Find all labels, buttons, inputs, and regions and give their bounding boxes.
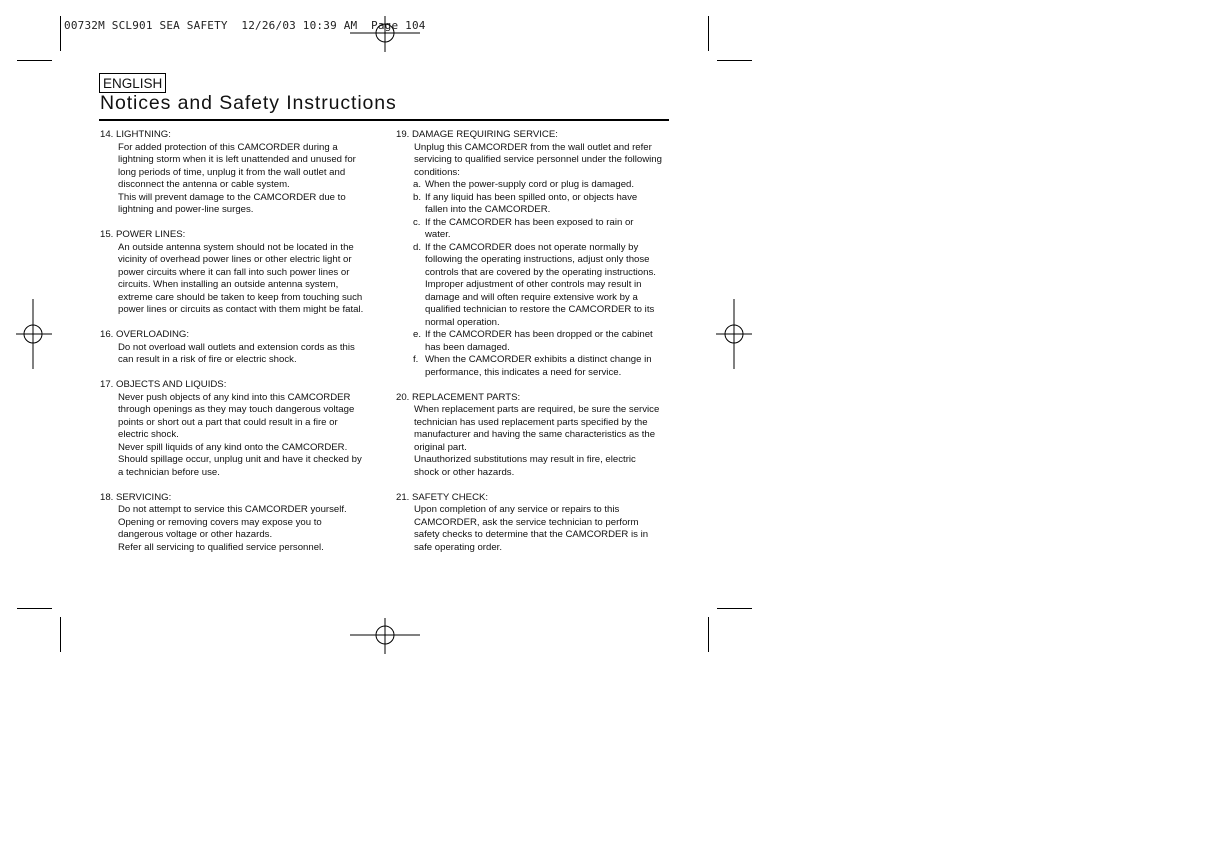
text-line: power circuits where it can fall into such power lines or <box>118 266 350 278</box>
section-heading: 17. OBJECTS AND LIQUIDS: <box>100 379 227 390</box>
text-line: conditions: <box>414 166 460 178</box>
text-line: For added protection of this CAMCORDER during a <box>118 141 338 153</box>
text-line: electric shock. <box>118 429 179 440</box>
right-column <box>396 129 670 567</box>
text-line: a technician before use. <box>118 466 220 478</box>
registration-mark-top-icon <box>350 16 420 52</box>
text-line: controls that are covered by the operating instructions. <box>425 266 656 278</box>
list-label: e. <box>413 329 422 340</box>
text-line: lightning storm when it is left unattended and unused for <box>118 154 356 165</box>
list-item-c <box>396 217 670 242</box>
text-line: If the CAMCORDER does not operate normally by <box>425 241 639 253</box>
section-replacement-parts <box>396 392 670 480</box>
language-label: ENGLISH <box>99 73 166 93</box>
crop-mark-tl-v <box>60 16 61 51</box>
registration-mark-left-icon <box>16 299 52 369</box>
section-heading: 14. LIGHTNING: <box>100 129 171 140</box>
list-label: c. <box>413 216 421 228</box>
text-line: Unplug this CAMCORDER from the wall outlet and refer <box>414 141 652 153</box>
text-line: When replacement parts are required, be sure the service <box>414 404 660 415</box>
text-line: If any liquid has been spilled onto, or objects have <box>425 191 638 203</box>
text-line: dangerous voltage or other hazards. <box>118 529 273 540</box>
text-line: qualified technician to restore the CAMCORDER to its <box>425 304 655 315</box>
text-line: manufacturer and having the same characteristics as the <box>414 429 656 440</box>
text-line: vicinity of overhead power lines or other electric light or <box>118 254 352 265</box>
list-label: d. <box>413 241 422 253</box>
text-line: Never spill liquids of any kind onto the CAMCORDER. <box>118 441 348 453</box>
crop-mark-br-h <box>717 608 752 609</box>
list-item-f <box>396 354 670 379</box>
text-line: points or short out a part that could result in a fire or <box>118 416 338 428</box>
text-line: If the CAMCORDER has been exposed to rain or <box>425 216 634 228</box>
list-label: a. <box>413 179 422 190</box>
section-overloading <box>100 329 372 367</box>
crop-mark-bl-v <box>60 617 61 652</box>
list-item-d <box>396 242 670 330</box>
print-slug: 00732M SCL901 SEA SAFETY 12/26/03 10:39 AM Page 104 <box>64 19 426 32</box>
text-line: water. <box>425 229 451 240</box>
text-line: disconnect the antenna or cable system. <box>118 179 290 190</box>
text-line: performance, this indicates a need for service. <box>425 366 622 378</box>
text-line: extreme care should be taken to keep from touching such <box>118 291 363 303</box>
text-line: circuits. When installing an outside antenna system, <box>118 279 339 290</box>
text-line: fallen into the CAMCORDER. <box>425 204 551 215</box>
text-line: Opening or removing covers may expose you to <box>118 516 322 528</box>
text-line: Do not overload wall outlets and extension cords as this <box>118 341 355 353</box>
left-column <box>100 129 372 567</box>
text-line: safety checks to determine that the CAMCORDER is in <box>414 529 649 540</box>
title-rule <box>99 119 669 121</box>
section-servicing <box>100 492 372 555</box>
text-line: Upon completion of any service or repairs to this <box>414 504 620 515</box>
text-line: Never push objects of any kind into this CAMCORDER <box>118 391 351 403</box>
section-heading: 19. DAMAGE REQUIRING SERVICE: <box>396 129 558 140</box>
text-line: Should spillage occur, unplug unit and have it checked by <box>118 454 362 465</box>
text-line: safe operating order. <box>414 541 503 553</box>
crop-mark-tl-h <box>17 60 52 61</box>
section-heading: 15. POWER LINES: <box>100 229 186 240</box>
text-line: lightning and power-line surges. <box>118 204 254 215</box>
text-line: following the operating instructions, adjust only those <box>425 254 650 265</box>
text-line: normal operation. <box>425 316 500 328</box>
section-heading: 20. REPLACEMENT PARTS: <box>396 391 521 403</box>
crop-mark-br-v <box>708 617 709 652</box>
text-line: shock or other hazards. <box>414 466 515 478</box>
crop-mark-tr-h <box>717 60 752 61</box>
list-label: f. <box>413 354 419 365</box>
text-line: has been damaged. <box>425 341 510 353</box>
text-line: When the CAMCORDER exhibits a distinct change in <box>425 354 652 365</box>
text-line: CAMCORDER, ask the service technician to perform <box>414 516 639 528</box>
section-power-lines <box>100 229 372 317</box>
text-line: Do not attempt to service this CAMCORDER yourself. <box>118 504 347 515</box>
text-line: can result in a risk of fire or electric shock. <box>118 354 297 365</box>
registration-mark-right-icon <box>716 299 752 369</box>
text-line: through openings as they may touch dangerous voltage <box>118 404 355 415</box>
text-line: If the CAMCORDER has been dropped or the cabinet <box>425 329 653 340</box>
list-item-e <box>396 329 670 354</box>
section-damage-requiring-service <box>396 129 670 379</box>
list-label: b. <box>413 191 422 203</box>
text-line: Refer all servicing to qualified service personnel. <box>118 541 324 553</box>
section-heading: 18. SERVICING: <box>100 491 172 503</box>
crop-mark-tr-v <box>708 16 709 51</box>
text-line: power lines or circuits as contact with them might be fatal. <box>118 304 364 315</box>
text-line: This will prevent damage to the CAMCORDER due to <box>118 191 346 203</box>
text-line: Improper adjustment of other controls may result in <box>425 279 642 290</box>
section-safety-check <box>396 492 670 555</box>
page-title: Notices and Safety Instructions <box>100 92 397 114</box>
text-line: Unauthorized substitutions may result in fire, electric <box>414 454 636 465</box>
crop-mark-bl-h <box>17 608 52 609</box>
list-item-a <box>396 179 670 192</box>
text-line: original part. <box>414 441 467 453</box>
text-line: long periods of time, unplug it from the wall outlet and <box>118 166 346 178</box>
text-line: servicing to qualified service personnel under the following <box>414 154 662 165</box>
text-line: technician has used replacement parts specified by the <box>414 416 648 428</box>
text-line: An outside antenna system should not be located in the <box>118 241 354 253</box>
section-objects-liquids <box>100 379 372 479</box>
text-line: damage and will often require extensive work by a <box>425 291 638 303</box>
section-heading: 21. SAFETY CHECK: <box>396 491 489 503</box>
text-line: When the power-supply cord or plug is damaged. <box>425 179 635 190</box>
section-lightning <box>100 129 372 217</box>
list-item-b <box>396 192 670 217</box>
section-heading: 16. OVERLOADING: <box>100 329 190 340</box>
registration-mark-bottom-icon <box>350 618 420 654</box>
